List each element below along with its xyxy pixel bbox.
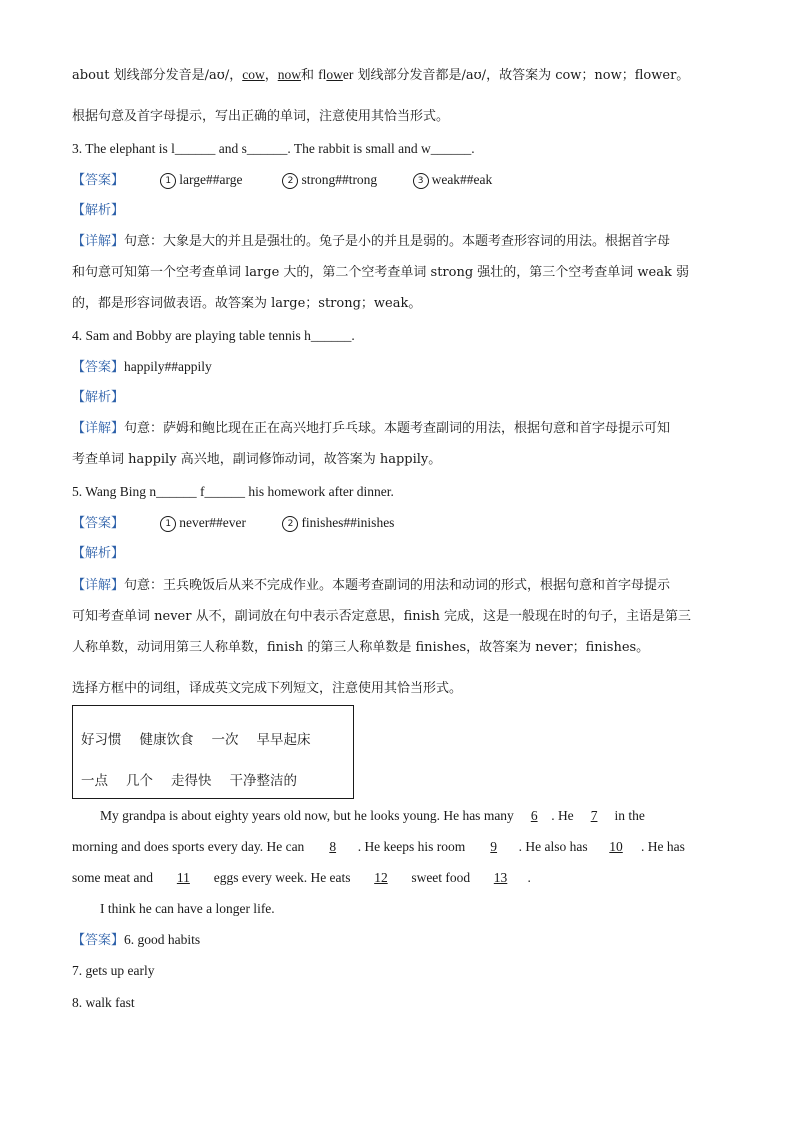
q3-answer-2: 2 strong##trong bbox=[282, 171, 408, 189]
q3-analysis-tag: 【解析】 bbox=[72, 203, 125, 218]
q5-detail-line-2: 可知考查单词 never 从不，副词放在句中表示否定意思，finish 完成，这是一般现在时的句子，主语是第三 bbox=[72, 609, 691, 624]
q3-detail-line-3: 的，都是形容词做表语。故答案为 large；strong；weak。 bbox=[72, 296, 422, 311]
instruction-translate-phrases: 选择方框中的词组，译成英文完成下列短文，注意使用其恰当形式。 bbox=[72, 681, 463, 696]
q4-answer-row: 【答案】happily##appily bbox=[72, 359, 212, 375]
question-4: 4. Sam and Bobby are playing table tennis h______. bbox=[72, 328, 355, 343]
q4-analysis-tag: 【解析】 bbox=[72, 390, 125, 405]
blank-7: 7 bbox=[590, 808, 598, 823]
q3-detail-line-1: 【详解】句意：大象是大的并且是强壮的。兔子是小的并且是弱的。本题考查形容词的用法。根据首字母 bbox=[72, 234, 671, 249]
phrase-box-row-2: 一点 几个 走得快 干净整洁的 bbox=[81, 773, 297, 789]
instruction-fill-words: 根据句意及首字母提示，写出正确的单词，注意使用其恰当形式。 bbox=[72, 109, 450, 124]
q5-answer-row: 【答案】 1 never##ever 2 finishes##inishes bbox=[72, 515, 395, 531]
phrase-box bbox=[72, 705, 354, 799]
blank-6: 6 bbox=[530, 808, 538, 823]
q5-answer-1: 1 never##ever bbox=[160, 514, 278, 532]
blank-13: 13 bbox=[493, 870, 508, 885]
passage-line-1: My grandpa is about eighty years old now, but he looks young. He has many 6 . He 7 in the bbox=[100, 808, 645, 823]
phrase-box-row-1: 好习惯 健康饮食 一次 早早起床 bbox=[81, 732, 311, 748]
q3-detail-line-2: 和句意可知第一个空考查单词 large 大的，第二个空考查单词 strong 强壮的，第三个空考查单词 weak 弱 bbox=[72, 265, 690, 280]
blank-9: 9 bbox=[490, 839, 498, 854]
question-3: 3. The elephant is l______ and s______. The rabbit is small and w______. bbox=[72, 141, 475, 156]
pronunciation-answer-line: about 划线部分发音是/aʊ/，cow，now和 flower 划线部分发音都是/aʊ/，故答案为 cow；now；flower。 bbox=[72, 67, 690, 83]
q5-detail-line-1: 【详解】句意：王兵晚饭后从来不完成作业。本题考查副词的用法和动词的形式，根据句意和首字母提示 bbox=[72, 578, 671, 593]
passage-line-2: morning and does sports every day. He can 8 . He keeps his room 9 . He also has 10 . He has bbox=[72, 839, 685, 854]
q3-answer-row bbox=[72, 171, 722, 190]
final-answer-7: 7. gets up early bbox=[72, 963, 155, 978]
blank-11: 11 bbox=[176, 870, 190, 885]
blank-10: 10 bbox=[609, 839, 623, 854]
q3-answer-3: 3 weak##eak bbox=[413, 171, 493, 189]
question-5: 5. Wang Bing n______ f______ his homework after dinner. bbox=[72, 484, 394, 499]
q5-answer-2: 2 finishes##inishes bbox=[282, 514, 394, 532]
passage-line-3: some meat and 11 eggs every week. He eats 12 sweet food 13 . bbox=[72, 870, 531, 885]
q5-analysis-tag: 【解析】 bbox=[72, 546, 125, 561]
q4-detail-line-2: 考查单词 happily 高兴地，副词修饰动词，故答案为 happily。 bbox=[72, 452, 442, 467]
q5-detail-line-3: 人称单数，动词用第三人称单数，finish 的第三人称单数是 finishes，故答案为 never；finishes。 bbox=[72, 640, 650, 655]
blank-8: 8 bbox=[329, 839, 337, 854]
blank-12: 12 bbox=[374, 870, 388, 885]
passage-line-4: I think he can have a longer life. bbox=[100, 901, 275, 916]
answer-tag: 【答案】 bbox=[72, 173, 125, 188]
q3-answer-1: 1 large##arge bbox=[160, 171, 278, 189]
final-answer-8: 8. walk fast bbox=[72, 995, 135, 1010]
final-answer-6: 【答案】6. good habits bbox=[72, 932, 201, 948]
q4-detail-line-1: 【详解】句意：萨姆和鲍比现在正在高兴地打乒乓球。本题考查副词的用法，根据句意和首字母提示可知 bbox=[72, 421, 671, 436]
